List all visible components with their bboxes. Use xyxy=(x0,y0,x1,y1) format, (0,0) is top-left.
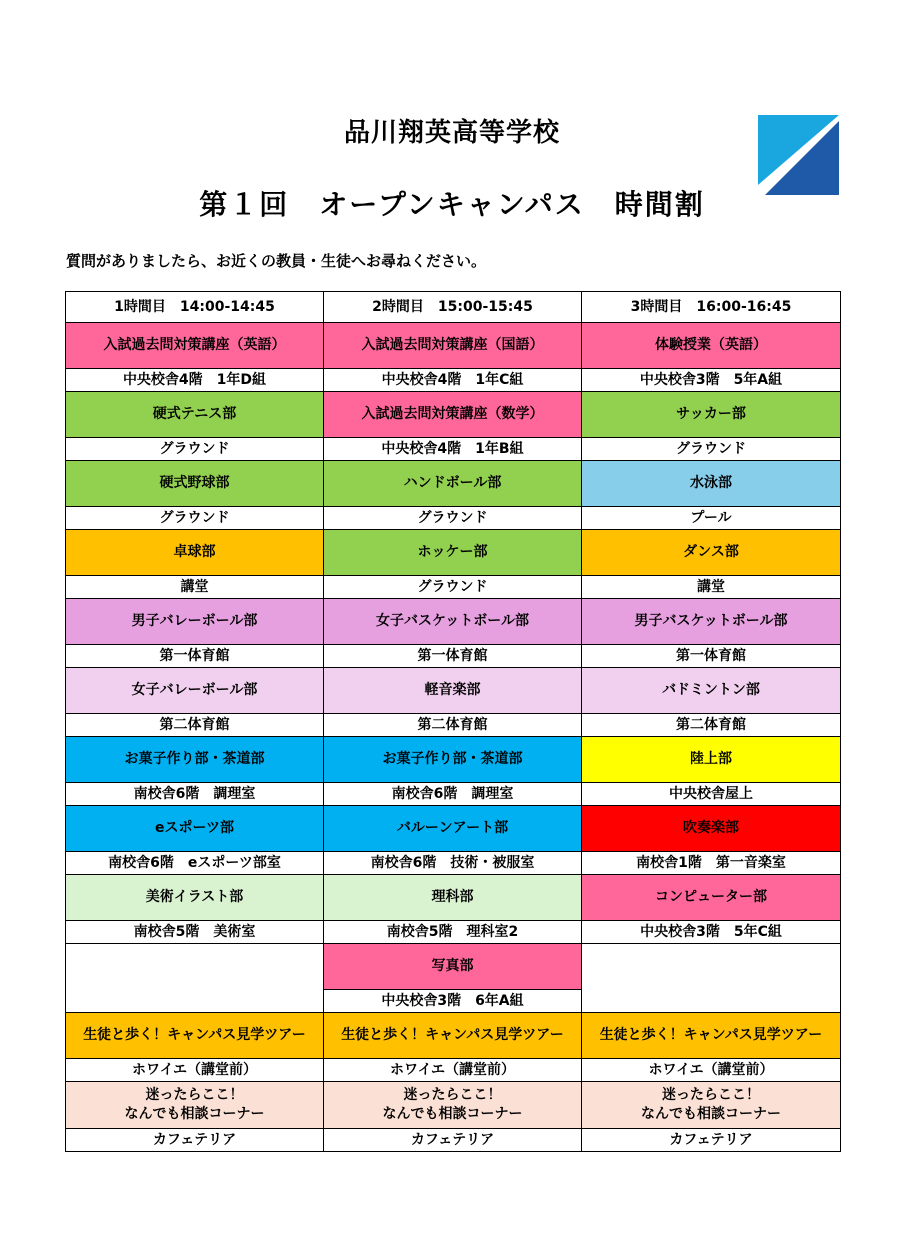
location-cell: ホワイエ（講堂前） xyxy=(324,1059,582,1082)
location-row xyxy=(66,714,841,737)
location-cell: 南校舎1階 第一音楽室 xyxy=(582,852,841,875)
school-logo-icon xyxy=(758,115,839,195)
location-cell: 中央校舎3階 5年C組 xyxy=(582,921,841,944)
event-row xyxy=(66,392,841,438)
location-cell: 第二体育館 xyxy=(324,714,582,737)
event-row xyxy=(66,599,841,645)
event-row xyxy=(66,737,841,783)
location-cell: 講堂 xyxy=(66,576,324,599)
location-cell: 第一体育館 xyxy=(324,645,582,668)
location-row xyxy=(66,507,841,530)
event-cell: 男子バスケットボール部 xyxy=(582,599,841,645)
event-row xyxy=(66,944,841,990)
event-cell: 写真部 xyxy=(324,944,582,990)
location-cell: カフェテリア xyxy=(66,1129,324,1152)
location-cell: グラウンド xyxy=(324,507,582,530)
location-cell: 南校舎6階 技術・被服室 xyxy=(324,852,582,875)
event-cell: ホッケー部 xyxy=(324,530,582,576)
location-cell: ホワイエ（講堂前） xyxy=(582,1059,841,1082)
event-cell: 入試過去問対策講座（数学） xyxy=(324,392,582,438)
tour-cell: 生徒と歩く！キャンパス見学ツアー xyxy=(582,1013,841,1059)
help-line-2: なんでも相談コーナー xyxy=(124,1106,265,1122)
period-3-header: 3時間目 16:00-16:45 xyxy=(582,292,841,323)
event-cell: 入試過去問対策講座（国語） xyxy=(324,323,582,369)
event-row xyxy=(66,530,841,576)
event-cell: 美術イラスト部 xyxy=(66,875,324,921)
tour-cell: 生徒と歩く！キャンパス見学ツアー xyxy=(66,1013,324,1059)
location-cell: カフェテリア xyxy=(582,1129,841,1152)
header-row xyxy=(66,292,841,323)
empty-cell xyxy=(582,944,841,1013)
event-cell: 水泳部 xyxy=(582,461,841,507)
location-cell: 中央校舎屋上 xyxy=(582,783,841,806)
location-row xyxy=(66,1059,841,1082)
location-cell: カフェテリア xyxy=(324,1129,582,1152)
event-row xyxy=(66,875,841,921)
event-cell: 卓球部 xyxy=(66,530,324,576)
location-cell: 南校舎5階 美術室 xyxy=(66,921,324,944)
event-cell: 軽音楽部 xyxy=(324,668,582,714)
empty-cell xyxy=(66,944,324,1013)
event-cell: お菓子作り部・茶道部 xyxy=(66,737,324,783)
help-line-2: なんでも相談コーナー xyxy=(641,1106,781,1122)
event-title: 第１回 オープンキャンパス 時間割 xyxy=(199,188,705,221)
help-cell xyxy=(582,1082,841,1129)
location-cell: グラウンド xyxy=(66,507,324,530)
event-cell: 入試過去問対策講座（英語） xyxy=(66,323,324,369)
period-1-header: 1時間目 14:00-14:45 xyxy=(66,292,324,323)
location-cell: グラウンド xyxy=(582,438,841,461)
location-cell: 中央校舎3階 5年A組 xyxy=(582,369,841,392)
event-cell: ダンス部 xyxy=(582,530,841,576)
location-cell: 南校舎5階 理科室2 xyxy=(324,921,582,944)
help-cell xyxy=(66,1082,324,1129)
location-row xyxy=(66,921,841,944)
event-cell: 吹奏楽部 xyxy=(582,806,841,852)
event-row xyxy=(66,668,841,714)
location-cell: ホワイエ（講堂前） xyxy=(66,1059,324,1082)
event-cell: eスポーツ部 xyxy=(66,806,324,852)
period-2-header: 2時間目 15:00-15:45 xyxy=(324,292,582,323)
location-cell: 南校舎6階 調理室 xyxy=(324,783,582,806)
location-row xyxy=(66,438,841,461)
location-cell: 第二体育館 xyxy=(582,714,841,737)
event-cell: 男子バレーボール部 xyxy=(66,599,324,645)
event-cell: 硬式野球部 xyxy=(66,461,324,507)
location-cell: 第一体育館 xyxy=(582,645,841,668)
location-cell: 中央校舎4階 1年C組 xyxy=(324,369,582,392)
location-row xyxy=(66,369,841,392)
event-cell: 陸上部 xyxy=(582,737,841,783)
event-cell: バルーンアート部 xyxy=(324,806,582,852)
location-cell: プール xyxy=(582,507,841,530)
help-line-2: なんでも相談コーナー xyxy=(382,1106,523,1122)
location-cell: 講堂 xyxy=(582,576,841,599)
event-cell: 理科部 xyxy=(324,875,582,921)
event-row xyxy=(66,1082,841,1129)
location-cell: 中央校舎4階 1年D組 xyxy=(66,369,324,392)
location-cell: 南校舎6階 調理室 xyxy=(66,783,324,806)
event-cell: 硬式テニス部 xyxy=(66,392,324,438)
event-row xyxy=(66,1013,841,1059)
location-row xyxy=(66,783,841,806)
event-cell: サッカー部 xyxy=(582,392,841,438)
location-row xyxy=(66,645,841,668)
event-cell: バドミントン部 xyxy=(582,668,841,714)
location-cell: 第二体育館 xyxy=(66,714,324,737)
event-cell: 体験授業（英語） xyxy=(582,323,841,369)
school-name: 品川翔英高等学校 xyxy=(343,118,560,148)
help-line-1: 迷ったらここ！ xyxy=(145,1087,244,1104)
location-row xyxy=(66,852,841,875)
event-cell: 女子バレーボール部 xyxy=(66,668,324,714)
event-cell: コンピューター部 xyxy=(582,875,841,921)
event-cell: お菓子作り部・茶道部 xyxy=(324,737,582,783)
event-cell: ハンドボール部 xyxy=(324,461,582,507)
location-row xyxy=(66,576,841,599)
location-cell: グラウンド xyxy=(66,438,324,461)
location-cell: 第一体育館 xyxy=(66,645,324,668)
location-row xyxy=(66,1129,841,1152)
event-row xyxy=(66,806,841,852)
help-cell xyxy=(324,1082,582,1129)
location-cell: グラウンド xyxy=(324,576,582,599)
tour-cell: 生徒と歩く！キャンパス見学ツアー xyxy=(324,1013,582,1059)
event-row xyxy=(66,461,841,507)
timetable xyxy=(65,291,841,1152)
location-cell: 南校舎6階 eスポーツ部室 xyxy=(66,852,324,875)
location-cell: 中央校舎3階 6年A組 xyxy=(324,990,582,1013)
notice-text: 質問がありましたら、お近くの教員・生徒へお尋ねください。 xyxy=(66,252,487,270)
event-cell: 女子バスケットボール部 xyxy=(324,599,582,645)
help-line-1: 迷ったらここ！ xyxy=(662,1087,760,1104)
help-line-1: 迷ったらここ！ xyxy=(403,1087,502,1104)
location-cell: 中央校舎4階 1年B組 xyxy=(324,438,582,461)
event-row xyxy=(66,323,841,369)
